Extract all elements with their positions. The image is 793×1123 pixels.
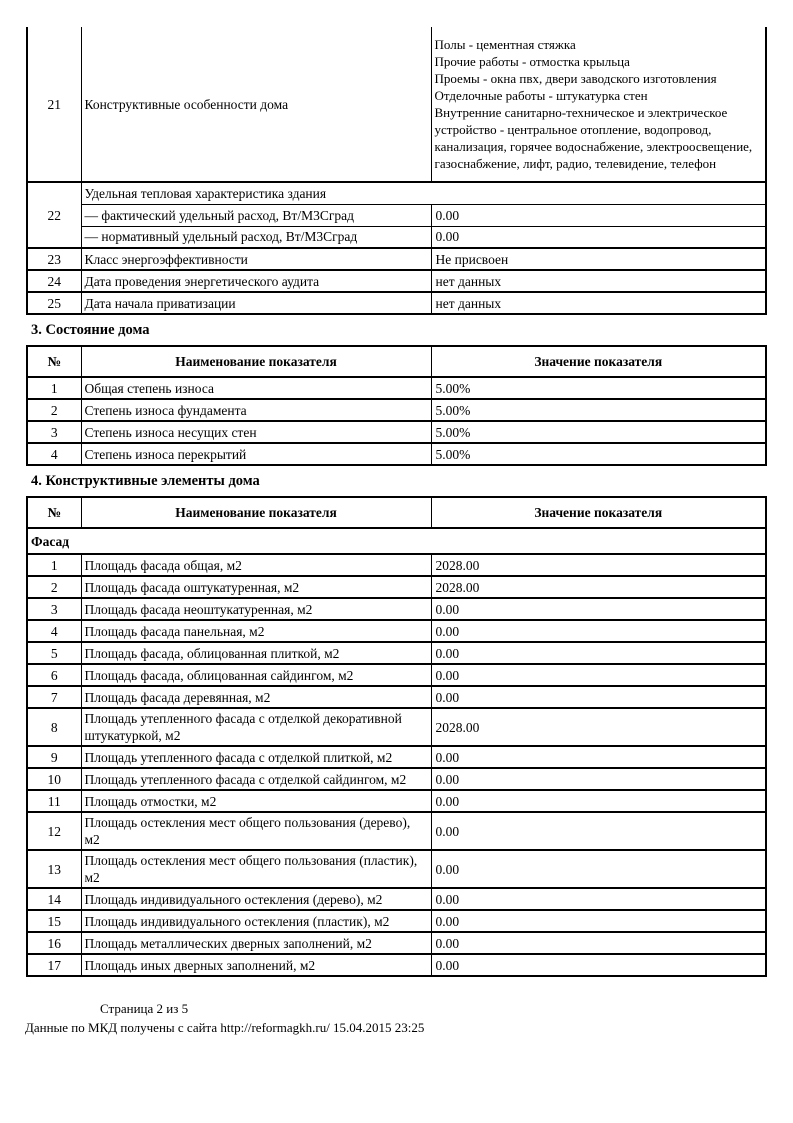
table-row xyxy=(27,27,766,182)
value-line: Внутренние санитарно-техническое и электрическое устройство - центральное отопление, водопровод, канализация, горячее водоснабжение, электроосвещение, газоснабжение, лифт, радио, телевидение, телефон xyxy=(434,105,753,171)
table-row xyxy=(27,790,766,812)
value-line: Полы - цементная стяжка xyxy=(434,37,576,52)
cell-name: Степень износа фундамента xyxy=(81,399,431,421)
cell-value: 0.00 xyxy=(431,204,766,226)
cell-value: 2028.00 xyxy=(431,554,766,576)
cell-value: 0.00 xyxy=(431,932,766,954)
cell-num: 1 xyxy=(27,377,81,399)
table-row xyxy=(27,576,766,598)
col-header-value: Значение показателя xyxy=(431,497,766,528)
cell-num: 2 xyxy=(27,576,81,598)
cell-name: Площадь фасада, облицованная сайдингом, м2 xyxy=(81,664,431,686)
col-header-name: Наименование показателя xyxy=(81,497,431,528)
cell-num: 9 xyxy=(27,746,81,768)
cell-num: 8 xyxy=(27,708,81,746)
table-header-row xyxy=(27,346,766,377)
cell-value: 0.00 xyxy=(431,686,766,708)
cell-num: 4 xyxy=(27,443,81,465)
table-row xyxy=(27,443,766,465)
cell-value: 0.00 xyxy=(431,642,766,664)
cell-value: 5.00% xyxy=(431,399,766,421)
cell-num: 15 xyxy=(27,910,81,932)
col-header-value: Значение показателя xyxy=(431,346,766,377)
group-header-cell: Удельная тепловая характеристика здания xyxy=(81,182,766,204)
value-line: Прочие работы - отмостка крыльца xyxy=(434,54,630,69)
cell-name: Дата проведения энергетического аудита xyxy=(81,270,431,292)
table-row xyxy=(27,399,766,421)
cell-name: Площадь остекления мест общего пользования (дерево), м2 xyxy=(81,812,431,850)
cell-name: Дата начала приватизации xyxy=(81,292,431,314)
cell-value: нет данных xyxy=(431,292,766,314)
cell-name: Площадь фасада, облицованная плиткой, м2 xyxy=(81,642,431,664)
cell-value: 5.00% xyxy=(431,421,766,443)
table-row xyxy=(27,888,766,910)
cell-value: 0.00 xyxy=(431,226,766,248)
cell-num: 7 xyxy=(27,686,81,708)
table-header-row xyxy=(27,497,766,528)
table-row xyxy=(27,642,766,664)
cell-name: Площадь утепленного фасада с отделкой плиткой, м2 xyxy=(81,746,431,768)
cell-value: 0.00 xyxy=(431,598,766,620)
cell-name: Площадь фасада неоштукатуренная, м2 xyxy=(81,598,431,620)
cell-name: Общая степень износа xyxy=(81,377,431,399)
cell-num: 23 xyxy=(27,248,81,270)
cell-num: 5 xyxy=(27,642,81,664)
table-row xyxy=(27,954,766,976)
table-row xyxy=(27,664,766,686)
cell-value: 0.00 xyxy=(431,746,766,768)
cell-value: 0.00 xyxy=(431,954,766,976)
cell-value: 0.00 xyxy=(431,850,766,888)
cell-value: 0.00 xyxy=(431,910,766,932)
condition-table xyxy=(26,345,767,466)
cell-name: Площадь утепленного фасада с отделкой декоративной штукатуркой, м2 xyxy=(81,708,431,746)
table-row xyxy=(27,746,766,768)
cell-value: 5.00% xyxy=(431,443,766,465)
cell-num: 6 xyxy=(27,664,81,686)
cell-value: 0.00 xyxy=(431,888,766,910)
cell-name: Площадь индивидуального остекления (дерево), м2 xyxy=(81,888,431,910)
cell-value: 5.00% xyxy=(431,377,766,399)
table-row xyxy=(27,226,766,248)
cell-num: 3 xyxy=(27,598,81,620)
cell-value: 0.00 xyxy=(431,790,766,812)
group-row-facade: Фасад xyxy=(27,528,766,554)
table-row xyxy=(27,598,766,620)
cell-num: 13 xyxy=(27,850,81,888)
cell-value: 2028.00 xyxy=(431,576,766,598)
cell-num: 21 xyxy=(27,27,81,182)
cell-name: Класс энергоэффективности xyxy=(81,248,431,270)
cell-name: — фактический удельный расход, Вт/М3Сград xyxy=(81,204,431,226)
cell-value: нет данных xyxy=(431,270,766,292)
cell-name: Площадь фасада общая, м2 xyxy=(81,554,431,576)
table-row xyxy=(27,248,766,270)
cell-name: Площадь фасада панельная, м2 xyxy=(81,620,431,642)
cell-value: 0.00 xyxy=(431,620,766,642)
table-row xyxy=(27,686,766,708)
cell-num: 22 xyxy=(27,182,81,248)
value-line: Проемы - окна пвх, двери заводского изготовления xyxy=(434,71,717,86)
cell-num: 12 xyxy=(27,812,81,850)
cell-name: Площадь остекления мест общего пользования (пластик), м2 xyxy=(81,850,431,888)
cell-value xyxy=(431,27,766,182)
cell-num: 1 xyxy=(27,554,81,576)
cell-value: Не присвоен xyxy=(431,248,766,270)
table-row xyxy=(27,932,766,954)
table-row xyxy=(27,620,766,642)
cell-value: 2028.00 xyxy=(431,708,766,746)
table-row xyxy=(27,182,766,204)
construction-elements-table xyxy=(26,496,767,977)
page-number: Страница 2 из 5 xyxy=(100,1001,189,1016)
table-row xyxy=(27,768,766,790)
table-row xyxy=(27,270,766,292)
cell-name: Площадь фасада деревянная, м2 xyxy=(81,686,431,708)
cell-num: 4 xyxy=(27,620,81,642)
cell-name: Площадь отмостки, м2 xyxy=(81,790,431,812)
cell-name: Площадь фасада оштукатуренная, м2 xyxy=(81,576,431,598)
cell-value: 0.00 xyxy=(431,768,766,790)
table-row xyxy=(27,377,766,399)
cell-num: 11 xyxy=(27,790,81,812)
table-row xyxy=(27,554,766,576)
table-group-row xyxy=(27,528,766,554)
table-row xyxy=(27,292,766,314)
col-header-num: № xyxy=(27,497,81,528)
table-row xyxy=(27,204,766,226)
cell-name: Площадь утепленного фасада с отделкой сайдингом, м2 xyxy=(81,768,431,790)
col-header-num: № xyxy=(27,346,81,377)
section-4-heading: 4. Конструктивные элементы дома xyxy=(31,473,260,489)
table-row xyxy=(27,708,766,746)
cell-name: Площадь металлических дверных заполнений, м2 xyxy=(81,932,431,954)
cell-name: Площадь иных дверных заполнений, м2 xyxy=(81,954,431,976)
cell-num: 14 xyxy=(27,888,81,910)
value-line: Отделочные работы - штукатурка стен xyxy=(434,88,648,103)
table-row xyxy=(27,421,766,443)
cell-num: 17 xyxy=(27,954,81,976)
cell-num: 24 xyxy=(27,270,81,292)
house-passport-table-continued xyxy=(26,27,767,315)
cell-num: 10 xyxy=(27,768,81,790)
cell-num: 3 xyxy=(27,421,81,443)
cell-value: 0.00 xyxy=(431,664,766,686)
cell-num: 25 xyxy=(27,292,81,314)
table-row xyxy=(27,850,766,888)
cell-name: Степень износа несущих стен xyxy=(81,421,431,443)
cell-value: 0.00 xyxy=(431,812,766,850)
col-header-name: Наименование показателя xyxy=(81,346,431,377)
cell-name: Площадь индивидуального остекления (пластик), м2 xyxy=(81,910,431,932)
table-row xyxy=(27,812,766,850)
section-3-heading: 3. Состояние дома xyxy=(31,322,150,338)
cell-name: — нормативный удельный расход, Вт/М3Сград xyxy=(81,226,431,248)
cell-num: 2 xyxy=(27,399,81,421)
table-row xyxy=(27,910,766,932)
cell-name: Степень износа перекрытий xyxy=(81,443,431,465)
cell-name: Конструктивные особенности дома xyxy=(81,27,431,182)
cell-num: 16 xyxy=(27,932,81,954)
data-source-note: Данные по МКД получены с сайта http://reformagkh.ru/ 15.04.2015 23:25 xyxy=(25,1020,425,1035)
